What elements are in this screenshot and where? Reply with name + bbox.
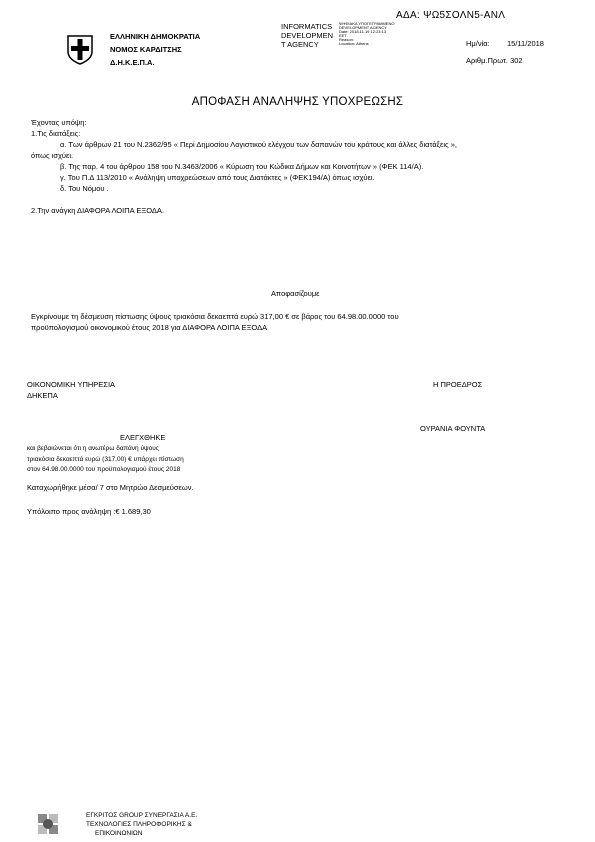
date-label: Ημ/νία: [466, 39, 490, 48]
org-prefecture: ΝΟΜΟΣ ΚΑΡΔΙΤΣΗΣ [110, 45, 182, 54]
signature-line: DEVELOPMENT AGENCY [339, 25, 387, 30]
org-acronym: Δ.Η.Κ.Ε.Π.Α. [110, 58, 155, 67]
footer-tagline-2: ΕΠΙΚΟΙΝΩΝΙΩΝ [95, 830, 143, 837]
signature-line: Date: 2018.11.19 12:23:13 [339, 29, 387, 34]
registered-note: Καταχωρήθηκε μέσα/ 7 στο Μητρώο Δεσμεύσεων. [27, 483, 194, 492]
date-value: 15/11/2018 [507, 39, 544, 48]
finance-service-title: ΟΙΚΟΝΟΜΙΚΗ ΥΠΗΡΕΣΙΑ [27, 380, 116, 389]
remaining-balance: Υπόλοιπο προς ανάληψη :€ 1.689,30 [27, 507, 151, 516]
item-1d: δ. Του Νόμου . [60, 184, 109, 193]
approval-line-1: Εγκρίνουμε τη δέσμευση πίστωσης ύψους τριακόσια δεκαεπτά ευρώ 317,00 € σε βάρος του 64.98.00.0000 του [31, 312, 399, 321]
greek-emblem-icon [66, 34, 94, 66]
ada-code: ΑΔΑ: ΨΩ5ΣΟΛΝ5-ΑΝΛ [396, 10, 506, 21]
item-1: 1.Τις διατάξεις: [31, 129, 81, 138]
item-1a: α. Των άρθρων 21 του Ν.2362/95 « Περί Δημοσίου Λογιστικού ελέγχου των δαπανών του κράτους και άλλες διατάξεις », [60, 140, 457, 149]
checked-heading: ΕΛΕΓΧΘΗΚΕ [120, 433, 166, 442]
agency-line2: DEVELOPMEN [281, 31, 334, 40]
protocol-number: Αριθμ.Πρωτ. 302 [466, 56, 523, 65]
org-country: ΕΛΛΗΝΙΚΗ ΔΗΜΟΚΡΑΤΙΑ [110, 32, 201, 41]
item-1b: β. Της παρ. 4 του άρθρου 158 του Ν.3463/2006 « Κύρωση του Κώδικα Δήμων και Κοινοτήτων » (ΦΕΚ 114/Α). [60, 162, 424, 171]
considering-heading: Έχοντας υπόψη: [31, 118, 87, 127]
footer-company: ΕΓΚΡΙΤΟΣ GROUP ΣΥΝΕΡΓΑΣΙΑ Α.Ε. [86, 812, 198, 819]
check-line-1: και βεβαιώνεται ότι η ανωτέρω δαπάνη ύψους [27, 445, 159, 452]
signature-line: ΨΗΦΙΑΚΑ ΥΠΟΓΕΓΡΑΜΜΕΝΟ [339, 21, 395, 26]
company-logo-icon [36, 812, 60, 836]
item-1c: γ. Του Π.Δ 113/2010 « Ανάληψη υποχρεώσεων από τους Διατάκτες » (ΦΕΚ194/Α) όπως ισχύει. [60, 173, 375, 182]
signature-line: Location: Athens [339, 41, 369, 46]
item-1a-cont: όπως ισχύει. [31, 151, 74, 160]
item-2: 2.Την ανάγκη ΔΙΑΦΟΡΑ ΛΟΙΠΑ ΕΞΟΔΑ. [31, 206, 164, 215]
signature-line: EET [339, 33, 347, 38]
footer-tagline-1: ΤΕΧΝΟΛΟΓΙΕΣ ΠΛΗΡΟΦΟΡΙΚΗΣ & [86, 821, 192, 828]
digital-signature-block [339, 22, 394, 46]
finance-service-org: ΔΗΚΕΠΑ [27, 391, 58, 400]
check-line-2: τριακόσια δεκαεπτά ευρώ (317,00) € υπάρχει πίστωση [27, 456, 184, 463]
president-title: Η ΠΡΟΕΔΡΟΣ [433, 380, 483, 389]
decision-heading: Αποφασίζουμε [271, 289, 320, 298]
agency-line3: T AGENCY [281, 40, 319, 49]
agency-line1: INFORMATICS [281, 22, 333, 31]
page-title: ΑΠΟΦΑΣΗ ΑΝΑΛΗΨΗΣ ΥΠΟΧΡΕΩΣΗΣ [191, 96, 404, 108]
approval-line-2: προϋπολογισμού οικονομικού έτους 2018 για ΔΙΑΦΟΡΑ ΛΟΙΠΑ ΕΞΟΔΑ [31, 323, 268, 332]
check-line-3: στον 64.98.00.0000 του προϋπολογισμού έτους 2018 [27, 466, 181, 473]
president-name: ΟΥΡΑΝΙΑ ΦΟΥΝΤΑ [420, 424, 486, 433]
signature-line: Reason: [339, 37, 354, 42]
